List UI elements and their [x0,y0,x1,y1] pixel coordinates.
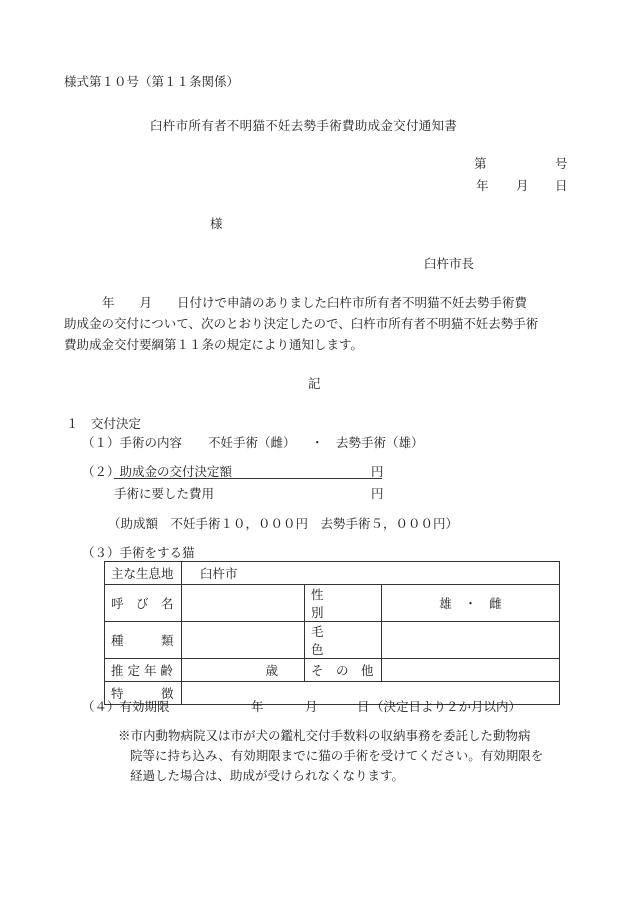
form-number: 様式第１０号（第１１条関係） [64,74,240,89]
expiry-day-label: 日 [357,699,370,714]
option-separator: ・ [311,435,324,450]
breed-value [182,622,305,659]
features-label: 特 徴 [105,682,182,705]
expiry-note: （決定日より２か月以内） [371,699,522,714]
footnote-line: 経過した場合は、助成が受けられなくなります。 [130,768,405,783]
color-label: 毛 色 [305,622,382,659]
habitat-label: 主な生息地 [105,562,182,585]
body-line: 費助成金交付要綱第１１条の規定により通知します。 [64,337,364,352]
age-unit: 歳 [182,659,305,682]
footnote-line: ※市内動物病院又は市が犬の鑑札交付手数料の収納事務を委託した動物病 [118,728,531,743]
other-value [382,659,560,682]
name-label: 呼 び 名 [105,585,182,622]
footnote [118,726,572,786]
expiry-month-label: 月 [305,699,318,714]
table-row [105,659,560,682]
item1-label: （１）手術の内容 [82,435,183,450]
surgery-option-neuter: 去勢手術（雄） [336,435,424,450]
breed-label: 種 類 [105,622,182,659]
item4-label: （４）有効期限 [82,699,170,714]
document-title: 臼杵市所有者不明猫不妊去勢手術費助成金交付通知書 [150,118,458,133]
sex-value: 雄 ・ 雌 [382,585,560,622]
doc-number-suffix: 号 [555,156,568,171]
table-row [105,622,560,659]
name-value [182,585,305,622]
sender-name: 臼杵市長 [424,256,475,271]
cost-yen-unit: 円 [371,486,384,501]
habitat-value: 臼杵市 [182,562,560,585]
date-year-label: 年 [476,178,489,193]
body-paragraph [64,292,584,355]
age-label: 推 定 年 齢 [105,659,182,682]
subsidy-note: （助成額 不妊手術１０，０００円 去勢手術５，０００円） [108,516,459,531]
ki-heading: 記 [308,376,321,391]
body-line: 助成金の交付について、次のとおり決定したので、臼杵市所有者不明猫不妊去勢手術 [64,316,539,331]
date-month-label: 月 [516,178,529,193]
section-heading: １ 交付決定 [66,416,142,431]
amount-yen-unit: 円 [371,464,384,479]
amount-underline [114,478,382,479]
table-row [105,585,560,622]
other-label: そ の 他 [305,659,382,682]
cat-info-table [104,561,560,705]
date-day-label: 日 [555,178,568,193]
recipient-honorific: 様 [210,216,223,231]
body-line: 年 月 日付けで申請のありました臼杵市所有者不明猫不妊去勢手術費 [102,295,528,310]
item2-label: （２）助成金の交付決定額 [82,464,233,479]
cost-label: 手術に要した費用 [114,486,215,501]
table-row [105,562,560,585]
item3-label: （３）手術をする猫 [82,545,195,560]
doc-number-label: 第 [474,156,487,171]
footnote-line: 院等に持ち込み、有効期限までに猫の手術を受けてください。有効期限を [130,748,544,763]
sex-label: 性 別 [305,585,382,622]
expiry-year-label: 年 [251,699,264,714]
surgery-option-spay: 不妊手術（雌） [208,435,296,450]
color-value [382,622,560,659]
